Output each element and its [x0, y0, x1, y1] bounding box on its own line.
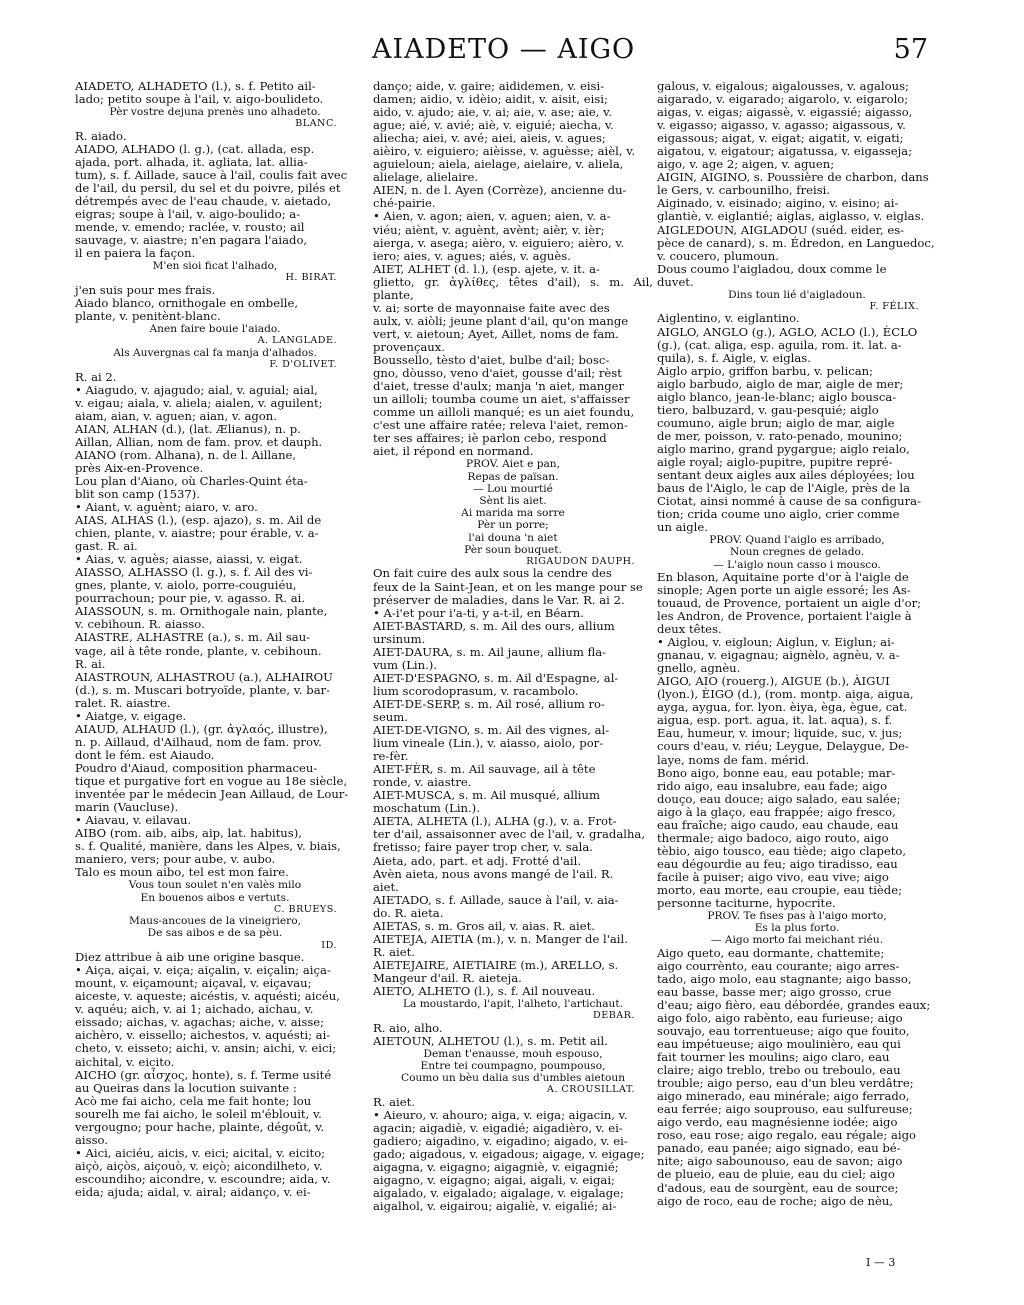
quotation-line: Anen faire bouie l'aiado. [149, 323, 281, 336]
dictionary-line: fretisso; faire payer trop cher, v. sala. [373, 840, 593, 855]
dictionary-line: AIADETO, ALHADETO (l.), s. f. Petito ail- [75, 79, 316, 93]
dictionary-line: AIET-BASTARD, s. m. Ail des ours, allium [373, 618, 615, 633]
dictionary-line: Aiglo arpio, griffon barbu, v. pelican; [657, 363, 874, 378]
dictionary-line: R. ai 2. [75, 369, 117, 384]
dictionary-line: aliecha; aiei, v. avé; aiei, aieis, v. agues; [373, 131, 606, 146]
dictionary-line: aigle royal; aiglo-pupitre, pupitre repré- [657, 454, 893, 469]
dictionary-line: ajada, port. alhada, it. agliata, lat. allia- [75, 154, 308, 169]
dictionary-line: gnello, agnèu. [657, 661, 741, 676]
dictionary-line: ché-pairie. [373, 196, 436, 211]
dictionary-line: lium vineale (Lin.), v. aiasso, aiolo, por- [373, 736, 604, 751]
attribution-line: BLANC. [295, 118, 337, 130]
dictionary-line: ague; aié, v. avié; aiè, v. eiguié; aiecha, v. [373, 118, 614, 133]
dictionary-line: d'eau; aigo fièro, eau débordée, grandes eaux; [657, 997, 931, 1012]
dictionary-line: Lou plan d'Aiano, où Charles-Quint éta- [75, 473, 308, 488]
quotation-line: Vous toun soulet n'en valès milo [128, 879, 302, 892]
dictionary-line: aiet, il répond en normand. [373, 444, 534, 459]
dictionary-line: eida; ajuda; aidal, v. airal; aidanço, v. ei- [75, 1185, 311, 1199]
dictionary-line: aulx, v. aiòli; jeune plant d'ail, qu'on mange [373, 313, 629, 328]
dictionary-line: chien, plante, v. aiastre; pour érable, v. a- [75, 526, 319, 541]
dictionary-line: cours d'eau, v. riéu; Leygue, Delaygue, De- [657, 739, 909, 754]
dictionary-line: maniero, vers; pour aube, v. aubo. [75, 852, 276, 867]
dictionary-line: AIGLEDOUN, AIGLADOU (suéd. eider, es- [657, 222, 905, 237]
dictionary-line: aichital, v. eicito. [75, 1054, 175, 1069]
dictionary-line: glietto, gr. ἀγλίθες, têtes d'ail), s. m. Ail, plante, [373, 274, 653, 302]
dictionary-line: Avèn aieta, nous avons mangé de l'ail. R. [373, 866, 614, 881]
dictionary-line: comme un ailloli manqué; es un aiet foundu, [373, 405, 635, 420]
dictionary-line: n. p. Aillaud, d'Ailhaud, nom de fam. prov. [75, 734, 322, 749]
dictionary-line: douço, eau douce; aigo salado, eau salée; [657, 791, 901, 806]
dictionary-line: (d.), s. m. Muscari botryoïde, plante, v. bar- [75, 682, 331, 697]
dictionary-line: aiceste, v. aqueste; aicéstis, v. aquésti; aicéu, [75, 989, 340, 1004]
dictionary-line: gno, dòusso, veno d'aiet, gousse d'ail; rèst [373, 366, 622, 381]
dictionary-line: AIETA, ALHETA (l.), ALHA (g.), v. a. Frot- [373, 814, 617, 829]
dictionary-line: c'est une affaire ratée; releva l'aiet, remon- [373, 418, 628, 433]
dictionary-line: • Aias, v. aguès; aiasse, aiassi, v. eigat. [75, 552, 303, 567]
attribution-line: F. D'OLIVET. [269, 359, 337, 371]
dictionary-line: j'en suis pour mes frais. [75, 282, 216, 297]
running-title: AIADETO — AIGO [372, 34, 636, 65]
dictionary-line: aigo courrènto, eau courante; aigo arres- [657, 958, 900, 973]
dictionary-line: touaud, de Provence, portaient un aigle d'or; [657, 595, 922, 610]
dictionary-line: • Aiant, v. aguènt; aiaro, v. aro. [75, 499, 258, 514]
quotation-line: Es la plus forto. [754, 922, 840, 935]
dictionary-line: Aillan, Allian, nom de fam. prov. et dauph. [75, 434, 323, 449]
dictionary-line: AIETOUN, ALHETOU (l.), s. m. Petit ail. [373, 1033, 608, 1048]
dictionary-line: aigatou, v. eigatour; aigatussa, v. eigasseja; [657, 144, 912, 159]
dictionary-line: • Aiatge, v. eigage. [75, 708, 187, 723]
dictionary-line: AIASTRE, ALHASTRE (a.), s. m. Ail sau- [75, 630, 311, 645]
dictionary-line: pourrachoun; pour pie, v. agasso. R. ai. [75, 591, 306, 606]
dictionary-line: Diez attribue à aib une origine basque. [75, 950, 305, 965]
quotation-line: Pèr un porre; [477, 519, 549, 532]
dictionary-line: cheto, v. eisseto; aichi, v. ansin; aichi, v. eici; [75, 1041, 337, 1056]
dictionary-line: AIETADO, s. f. Aillade, sauce à l'ail, v. aia- [373, 892, 619, 907]
dictionary-line: dont le fém. est Aiaudo. [75, 747, 215, 762]
quotation-line: — L'aiglo noun casso i mousco. [713, 558, 881, 571]
dictionary-line: AICHO (gr. αἶσχος, honte), s. f. Terme usité [75, 1067, 332, 1082]
dictionary-line: • Aien, v. agon; aien, v. aguen; aien, v. a- [373, 209, 611, 224]
dictionary-line: il en paiera la façon. [75, 246, 196, 261]
dictionary-line: AIASSOUN, s. m. Ornithogale nain, plante, [75, 604, 328, 619]
dictionary-line: baus de l'Aiglo, le cap de l'Aigle, près de la [657, 481, 910, 496]
dictionary-line: sauvage, v. aiastre; n'en pagara l'aiado, [75, 233, 308, 248]
dictionary-line: blit son camp (1537). [75, 486, 201, 501]
dictionary-line: AIADO, ALHADO (l. g.), (cat. allada, esp. [75, 141, 315, 156]
quotation-line: Entre tei coumpagno, poumpouso, [420, 1060, 606, 1073]
dictionary-line: le Gers, v. carbounilho, freisi. [657, 183, 831, 198]
dictionary-line: aichèro, v. eissello; aichestos, v. aquésti; ai- [75, 1028, 331, 1043]
dictionary-line: deux têtes. [657, 622, 722, 637]
dictionary-line: ayga, aygua, for. lyon. èiya, èga, ègue, cat. [657, 700, 908, 715]
dictionary-line: d'aiet, tresse d'aulx; manja 'n aiet, manger [373, 379, 625, 394]
dictionary-line: eau basse, basse mer; aigo grosso, crue [657, 984, 892, 999]
quotation-line: Noun cregnes de gelado. [729, 546, 865, 559]
dictionary-line: personne taciturne, hypocrite. [657, 896, 836, 911]
dictionary-line: sinople; Agen porte un aigle essoré; les As- [657, 582, 911, 597]
dictionary-line: de mer, poisson, v. rato-penado, mounino; [657, 428, 903, 443]
dictionary-line: coumuno, aigle brun; aiglo de mar, aigle [657, 415, 895, 430]
dictionary-line: aigo minerado, eau minérale; aigo ferrado, [657, 1089, 910, 1104]
dictionary-line: v. cebihoun. R. aiasso. [75, 617, 205, 632]
quotation-line: Deman t'enausse, mouh espouso, [423, 1047, 603, 1060]
dictionary-line: AIET-DE-VIGNO, s. m. Ail des vignes, al- [373, 723, 610, 738]
attribution-line: DEBAR. [593, 1010, 635, 1022]
page-header [0, 34, 1024, 74]
dictionary-line: AIET-DE-SERP, s. m. Ail rosé, allium ro- [373, 696, 605, 711]
dictionary-line: aigo de roco, eau de roche; aigo de nèu, [657, 1193, 894, 1208]
text-column-3 [657, 80, 937, 1208]
attribution-line: F. FÉLIX. [869, 300, 919, 312]
dictionary-line: détrempés avec de l'eau chaude, v. aietado, [75, 194, 332, 209]
dictionary-line: aigua, esp. port. agua, it. lat. aqua), s. f. [657, 713, 893, 728]
dictionary-line: ter d'ail, assaisonner avec de l'ail, v. gradalha, [373, 827, 646, 842]
dictionary-line: préserver de maladies, dans le Var. R. ai 2. [373, 592, 625, 607]
dictionary-line: aiglo blanco, jean-le-blanc; aiglo bousca- [657, 389, 897, 404]
dictionary-line: moschatum (Lin.). [373, 801, 480, 816]
dictionary-line: gast. R. ai. [75, 539, 138, 554]
dictionary-line: v. ai; sorte de mayonnaise faite avec des [373, 300, 610, 315]
dictionary-line: aisso. [75, 1132, 108, 1147]
quotation-line: Repas de païsan. [467, 470, 559, 483]
attribution-line: C. BRUEYS. [273, 903, 337, 915]
dictionary-line: trouble; aigo perso, eau d'un bleu verdâtre; [657, 1076, 914, 1091]
dictionary-line: v. coucero, plumoun. [657, 248, 779, 263]
dictionary-line: • Aiavau, v. eilavau. [75, 813, 192, 828]
dictionary-line: tum), s. f. Aillade, sauce à l'ail, coulis fait avec [75, 167, 348, 182]
dictionary-line: un ailloli; toumba coume un aiet, s'affaisser [373, 392, 630, 407]
dictionary-line: AIET-FÈR, s. m. Ail sauvage, ail à tête [373, 762, 596, 777]
dictionary-line: rido aigo, eau insalubre, eau fade; aigo [657, 778, 888, 793]
text-column-1 [75, 80, 355, 1199]
attribution-line: A. LANGLADE. [257, 335, 337, 347]
quotation-line: Sènt lis aiet. [479, 494, 547, 507]
dictionary-line: On fait cuire des aulx sous la cendre des [373, 566, 612, 581]
dictionary-line: eissado; aichas, v. agachas; aiche, v. aisse; [75, 1015, 325, 1030]
quotation-line: PROV. Quand l'aiglo es arribado, [709, 534, 885, 547]
dictionary-line: (lyon.), ÈIGO (d.), (rom. montp. aiga, aigua, [657, 687, 914, 702]
dictionary-line: R. aiet. [373, 944, 415, 959]
dictionary-line: • Aiça, aiçai, v. eiça; aiçalin, v. eiçalin; aiça- [75, 963, 331, 978]
dictionary-line: AIETEJAIRE, AIETIAIRE (m.), ARELLO, s. [373, 957, 619, 972]
dictionary-line: aido, v. ajudo; aie, v. ai; aie, v. ase; aie, v. [373, 105, 612, 120]
dictionary-line: aigas, v. eigas; aigassè, v. eigassié; aigasso, [657, 105, 913, 120]
dictionary-line: facile à puiser; aigo vivo, eau vive; aigo [657, 869, 889, 884]
dictionary-line: AIEN, n. de l. Ayen (Corrèze), ancienne du- [373, 183, 627, 198]
dictionary-line: AIET, ALHET (d. l.), (esp. ajete, v. it. a- [373, 261, 600, 276]
quotation-line: — Lou mourtié [473, 482, 553, 495]
quotation-line: Pèr soun bouquet. [464, 543, 562, 556]
dictionary-line: aiçò, aiçòs, aiçouò, v. eiçò; aicondilheto, v. [75, 1158, 323, 1173]
dictionary-line: AIGLO, ANGLO (g.), AGLO, ACLO (l.), ÈCLO [657, 324, 918, 339]
dictionary-line: laye, noms de fam. mérid. [657, 752, 810, 767]
quotation-line: l'ai douna 'n aiet [468, 531, 558, 544]
dictionary-line: quila), s. f. Aigle, v. eiglas. [657, 350, 811, 365]
dictionary-line: aiam, aian, v. aguen; aian, v. agon. [75, 408, 277, 423]
dictionary-line: AIGO, AIO (rouerg.), AIGUE (b.), ÀIGUI [657, 674, 890, 689]
dictionary-line: glantiè, v. eiglantié; aiglas, aiglasso, v. eiglas. [657, 209, 925, 224]
dictionary-line: d'adous, eau de sourgènt, eau de source; [657, 1180, 899, 1195]
dictionary-line: AIASSO, ALHASSO (l. g.), s. f. Ail des vi- [75, 565, 313, 580]
dictionary-line: gadiero; aigadino, v. eigadino; aigado, v. ei- [373, 1134, 628, 1149]
text-column-2 [373, 80, 653, 1213]
dictionary-line: • Aici, aiciéu, aicis, v. eici; aicital, v. eicito; [75, 1145, 326, 1160]
dictionary-line: gado; aigadous, v. eigadous; aigage, v. eigage; [373, 1147, 645, 1162]
dictionary-line: eau fraîche; aigo caudo, eau chaude, eau [657, 817, 899, 832]
dictionary-line: Eau, humeur, v. imour; liquide, suc, v. jus; [657, 726, 903, 741]
dictionary-line: Boussello, tèsto d'aiet, bulbe d'ail; bosc- [373, 352, 610, 367]
quotation-line: PROV. Aiet e pan, [466, 458, 560, 471]
dictionary-line: aigarado, v. eigarado; aigarolo, v. eigarolo; [657, 92, 909, 107]
dictionary-line: feux de la Saint-Jean, et on les mange pour se [373, 579, 643, 594]
dictionary-line: eau dégourdie au feu; aigo tiradisso, eau [657, 856, 898, 871]
dictionary-line: Aieta, ado, part. et adj. Frotté d'ail. [373, 853, 582, 868]
dictionary-line: R. aiado. [75, 128, 127, 143]
dictionary-line: • Aiglou, v. eigloun; Aiglun, v. Eiglun; ai- [657, 635, 895, 650]
dictionary-line: vage, ail à tête ronde, plante, v. cebihoun. [75, 643, 322, 658]
quotation-line: En bouenos aibos e vertuts. [140, 891, 290, 904]
dictionary-line: aièiro, v. eiguiero; aièisse, v. aguèsse; aièl, v. [373, 144, 636, 159]
attribution-line: RIGAUDON DAUPH. [526, 555, 635, 567]
quotation-line: Als Auvergnas cal fa manja d'alhados. [113, 346, 317, 359]
dictionary-line: AIAUD, ALHAUD (l.), (gr. ἀγλαός, illustre), [75, 721, 328, 736]
dictionary-line: Aigo queto, eau dormante, chattemite; [657, 945, 885, 960]
dictionary-line: (g.), (cat. aliga, esp. aguila, rom. it. lat. a- [657, 337, 902, 352]
dictionary-line: aigagna, v. eigagno; aigagniè, v. eigagnié; [373, 1160, 619, 1175]
dictionary-line: ralet. R. aiastre. [75, 695, 171, 710]
dictionary-line: AIETEJA, AIETIA (m.), v. n. Manger de l'ail. [373, 931, 628, 946]
dictionary-line: aigo, v. age 2; aigen, v. aguen; [657, 157, 835, 172]
dictionary-line: AIGIN, AIGINO, s. Poussière de charbon, dans [657, 170, 929, 185]
dictionary-line: eigassous; aigat, v. eigat; aigatit, v. eigati; [657, 131, 904, 146]
dictionary-line: do. R. aieta. [373, 905, 444, 920]
dictionary-line: aiet. [373, 879, 399, 894]
dictionary-line: mende, v. emendo; raclée, v. rousto; ail [75, 220, 305, 235]
dictionary-line: eau ferrée; aigo souprouso, eau sulfureuse; [657, 1102, 913, 1117]
dictionary-line: aierga, v. asega; aièro, v. eiguiero; aièro, v. [373, 235, 625, 250]
dictionary-line: vert, v. aietoun; Ayet, Aillet, noms de fam. [373, 326, 619, 341]
dictionary-line: souvajo, eau torrentueuse; aigo que fouito, [657, 1023, 910, 1038]
dictionary-line: eau impétueuse; aigo moulinièro, eau qui [657, 1037, 901, 1052]
dictionary-line: ter ses affaires; iè parlon cebo, respond [373, 431, 607, 446]
dictionary-line: sentant deux aigles aux ailes déployées; lou [657, 468, 915, 483]
quotation-line: M'en sioi ficat l'alhado, [152, 260, 278, 273]
dictionary-line: tèbio, aigo tousco, eau tiède; aigo clapeto, [657, 843, 907, 858]
dictionary-line: AIET-MUSCA, s. m. Ail musqué, allium [373, 788, 600, 803]
dictionary-line: thermale; aigo badoco, aigo routo, aigo [657, 830, 889, 845]
attribution-line: ID. [321, 939, 337, 951]
dictionary-line: au Queiras dans la locution suivante : [75, 1080, 297, 1095]
dictionary-line: aigo verdo, eau magnésienne iodée; aigo [657, 1115, 898, 1130]
dictionary-line: près Aix-en-Provence. [75, 460, 204, 475]
dictionary-line: lium scorodoprasum, v. racambolo. [373, 683, 579, 698]
dictionary-line: inventée par le médecin Jean Aillaud, de Lour- [75, 787, 349, 802]
dictionary-line: aigo à la glaço, eau frappée; aigo fresco, [657, 804, 896, 819]
dictionary-line: vum (Lin.). [373, 657, 437, 672]
dictionary-line: fait tourner les moulins; aigo claro, eau [657, 1050, 890, 1065]
quotation-line: Dins toun lié d'aigladoun. [728, 288, 866, 301]
dictionary-line: de l'ail, du persil, du sel et du poivre, pilés et [75, 180, 341, 195]
dictionary-line: iero; aies, v. agues; aiés, v. aguès. [373, 248, 571, 263]
dictionary-line: R. aio, alho. [373, 1020, 443, 1035]
quotation-line: De sas aibos e de sa pèu. [147, 927, 283, 940]
dictionary-line: Aiglentino, v. eiglantino. [657, 311, 800, 326]
dictionary-line: danço; aide, v. gaire; aididemen, v. eisi- [373, 79, 605, 93]
quotation-line: Maus-ancoues de la vineigriero, [128, 915, 301, 928]
dictionary-line: alielage, alielaire. [373, 170, 479, 185]
dictionary-line: re-fèr. [373, 749, 409, 764]
dictionary-line: AIET-DAURA, s. m. Ail jaune, allium fla- [373, 644, 607, 659]
dictionary-line: Dous coumo l'aigladou, doux comme le [657, 261, 887, 276]
dictionary-line: En blason, Aquitaine porte d'or à l'aigle de [657, 569, 909, 584]
dictionary-line: aguieloun; aiela, aielage, aielaire, v. aliela, [373, 157, 624, 172]
dictionary-line: Aiado blanco, ornithogale en ombelle, [75, 296, 299, 311]
dictionary-line: sourelh me fai aicho, le soleil m'éblouit, v. [75, 1106, 322, 1121]
dictionary-line: plante, v. penitènt-blanc. [75, 309, 221, 324]
dictionary-line: un aigle. [657, 520, 708, 535]
quotation-line: Ai marida ma sorre [461, 507, 565, 520]
page-number: 57 [893, 34, 928, 65]
dictionary-line: AIBO (rom. aib, aibs, aip, lat. habitus), [75, 826, 302, 841]
dictionary-line: nite; aigo sabounouso, eau de savon; aigo [657, 1154, 903, 1169]
dictionary-line: R. aiet. [373, 1094, 415, 1109]
dictionary-line: tique et purgative fort en vogue au 18e siècle, [75, 773, 348, 788]
dictionary-line: duvet. [657, 274, 694, 289]
dictionary-line: aigagno, v. eigagno; aigai, aigali, v. eigai; [373, 1173, 615, 1188]
dictionary-line: damen; aidio, v. idèio; aidit, v. aisit, eisi; [373, 92, 608, 107]
dictionary-line: aiglo marino, grand pygargue; aiglo reialo, [657, 441, 910, 456]
signature-mark: I — 3 [866, 1256, 896, 1269]
dictionary-line: AIETAS, s. m. Gros ail, v. aias. R. aiet. [373, 918, 595, 933]
dictionary-line: AIETO, ALHETO (l.), s. f. Ail nouveau. [373, 983, 596, 998]
dictionary-line: Ciotat, ainsi nommé à cause de sa configura- [657, 494, 921, 509]
dictionary-line: pèce de canard), s. m. Édredon, en Languedoc, [657, 235, 935, 250]
dictionary-line: gnanau, v. eigagnau; aignèlo, agnèu, v. a- [657, 648, 900, 663]
dictionary-line: tado, aigo molo, eau stagnante; aigo basso, [657, 971, 912, 986]
dictionary-line: aigalado, v. eigalado; aigalage, v. eigalage; [373, 1186, 624, 1201]
attribution-line: H. BIRAT. [285, 272, 337, 284]
dictionary-line: ronde, v. aiastre. [373, 775, 472, 790]
dictionary-line: aiglo barbudo, aiglo de mar, aigle de mer; [657, 376, 904, 391]
dictionary-line: Aiginado, v. eisinado; aigino, v. eisino; ai- [657, 196, 899, 211]
dictionary-line: Bono aigo, bonne eau, eau potable; mar- [657, 765, 896, 780]
dictionary-line: seum. [373, 710, 408, 724]
dictionary-line: tion; crida coume uno aiglo, crier comme [657, 507, 900, 522]
dictionary-line: • A-i'et pour i'a-ti, y a-t-il, en Béarn. [373, 605, 584, 620]
dictionary-line: escoundiho; aicondre, v. escoundre; aida, v. [75, 1171, 331, 1186]
dictionary-line: R. ai. [75, 656, 106, 671]
dictionary-line: tiero, balbuzard, v. gau-pesquié; aiglo [657, 402, 879, 417]
dictionary-line: AIET-D'ESPAGNO, s. m. Ail d'Espagne, al- [373, 670, 619, 685]
dictionary-line: de plueio, eau de pluie, eau du ciel; aigo [657, 1167, 895, 1182]
dictionary-line: Talo es moun aibo, tel est mon faire. [75, 865, 289, 880]
dictionary-line: gnes, plante, v. aiolo, porre-couguiéu, [75, 578, 297, 593]
dictionary-line: marin (Vaucluse). [75, 800, 179, 815]
dictionary-line: claire; aigo treblo, trebo ou treboulo, eau [657, 1063, 901, 1078]
dictionary-line: agacin; aigadiè, v. eigadié; aigadièro, v. ei- [373, 1121, 623, 1136]
dictionary-line: Poudro d'Aiaud, composition pharmaceu- [75, 760, 318, 775]
dictionary-line: viéu; aiènt, v. aguènt, avènt; aièr, v. ièr; [373, 222, 605, 237]
quotation-line: PROV. Te fises pas à l'aigo morto, [707, 910, 887, 923]
dictionary-line: galous, v. eigalous; aigalousses, v. agalous; [657, 79, 909, 93]
dictionary-line: v. eigasso; aigasso, v. agasso; aigassous, v. [657, 118, 906, 133]
dictionary-line: provençaux. [373, 339, 445, 354]
dictionary-line: eigras; soupe à l'ail, v. aigo-boulido; a- [75, 207, 301, 222]
quotation-line: — Aigo morto fai meichant riéu. [710, 934, 884, 947]
quotation-line: La moustardo, l'apit, l'alheto, l'artichaut. [402, 998, 624, 1011]
dictionary-line: lado; petito soupe à l'ail, v. aigo-boulideto. [75, 92, 324, 107]
dictionary-line: les Andron, de Provence, portaient l'aigle à [657, 609, 912, 623]
dictionary-line: morto, eau morte, eau croupie, eau tiède; [657, 882, 902, 897]
dictionary-line: AIASTROUN, ALHASTROU (a.), ALHAIROU [75, 669, 333, 684]
dictionary-line: v. aquéu; aich, v. ai 1; aichado, aichau, v. [75, 1002, 314, 1017]
dictionary-line: vergougno; pour hache, plainte, dégoût, v. [75, 1119, 325, 1134]
quotation-line: Pèr vostre dejuna prenès uno alhadeto. [109, 106, 321, 119]
dictionary-line: mount, v. eiçamount; aiçaval, v. eiçavau; [75, 976, 312, 991]
dictionary-line: roso, eau rose; aigo regalo, eau régale; aigo [657, 1128, 917, 1143]
dictionary-line: Acò me fai aicho, cela me fait honte; lou [75, 1093, 312, 1108]
dictionary-line: Mangeur d'ail. R. aieteja. [373, 970, 522, 985]
dictionary-line: v. eigau; aiala, v. aliela; aialen, v. aguilent; [75, 395, 323, 410]
attribution-line: A. CROUSILLAT. [546, 1084, 635, 1096]
dictionary-line: AIAS, ALHAS (l.), (esp. ajazo), s. m. Ail de [75, 513, 322, 528]
dictionary-line: s. f. Qualité, manière, dans les Alpes, v. biais, [75, 839, 341, 854]
dictionary-line: aigo folo, aigo rabènto, eau furieuse; aigo [657, 1010, 903, 1025]
dictionary-line: ursinum. [373, 631, 426, 646]
quotation-line: Coumo un bèu dalia sus d'umbles aietoun [400, 1072, 626, 1085]
dictionary-line: • Aiagudo, v. ajagudo; aial, v. aguial; aial, [75, 382, 318, 397]
dictionary-line: panado, eau panée; aigo signado, eau bé- [657, 1141, 901, 1156]
dictionary-line: AIANO (rom. Alhana), n. de l. Aillane, [75, 447, 297, 462]
dictionary-line: aigalhol, v. eigairou; aigaliè, v. eigalié; ai- [373, 1199, 617, 1214]
dictionary-line: AIAN, ALHAN (d.), (lat. Ælianus), n. p. [75, 421, 301, 436]
dictionary-line: • Aieuro, v. ahouro; aiga, v. eiga; aigacin, v. [373, 1107, 628, 1122]
